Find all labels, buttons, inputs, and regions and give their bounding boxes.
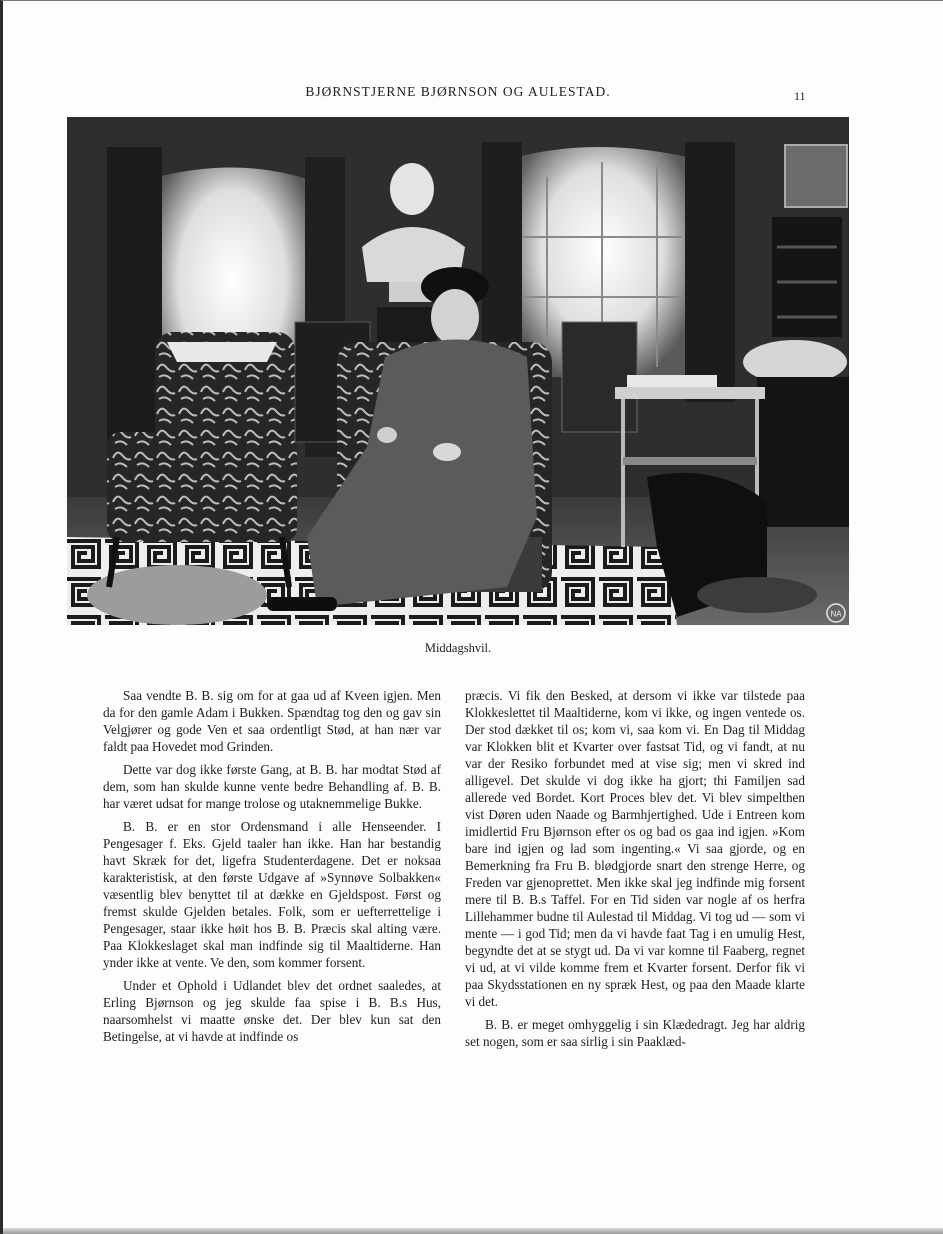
paragraph: præcis. Vi fik den Besked, at dersom vi ikke var tilstede paa Klokkeslettet til Maaltiderne, kom vi ikke, og ingen ventede os. Der stod dækket til os; kom vi, saa kom vi. En Dag til Middag var Klokken blit et Kvarter over fastsat Tid, og vi fandt, at nu var der Resiko forbundet med at vise sig; men vi skred ind alligevel. Det skulde vi dog ikke ha gjort; thi Familjen sad allerede ved Bordet. Kort Proces blev det. Vi blev simpelthen vist Døren uden Naade og Barmhjertighed. Ude i Entreen kom imidlertid Fru Bjørnson efter os og bad os gaa ind igjen. »Kom bare ind igjen og lad som ingenting.« Vi saa gjorde, og en Bemerkning fra Fru B. blødgjorde snart den strenge Herre, og Freden var gjenoprettet. Men ikke skal jeg indfinde mig forsent mere til B. B.s Taffel. For en Tid siden var nogle af os herfra Lillehammer budne til Aulestad til Middag. Vi tog ud — som vi mente — i god Tid; men da vi havde faat Tag i en umulig Hest, begyndte det at se stygt ud. Da vi var komne til Faaberg, regnet vi ud, at vi vilde komme frem et Kvarter forsent. Derfor fik vi paa Skydsstationen en ny spræk Hest, og paa den Maade klarte vi det. xyxy=(465,688,805,1009)
paragraph: B. B. er en stor Ordensmand i alle Henseender. I Pengesager f. Eks. Gjeld taaler han ikke. Han har bestandig havt Skræk for det, ligefra Studenterdagene. Det er noksaa karakteristisk, at den første Udgave af »Synnøve Solbakken« væsentlig blev benyttet til at dække en Gjeldspost. Først og fremst skulde Gjelden betales. Folk, som er uefterrettelige i Pengesager, staar ikke høit hos B. B. Præcis skal alting være. Paa Klokkeslaget skal man indfinde sig til Maaltiderne. Han ynder ikke at vente. Ve den, som kommer forsent. xyxy=(103,819,441,970)
page-edge-shadow xyxy=(3,1228,943,1234)
page-number: 11 xyxy=(794,89,806,103)
paragraph: B. B. er meget omhyggelig i sin Klædedragt. Jeg har aldrig set nogen, som er saa sirlig i sin Paaklæd- xyxy=(465,1017,805,1049)
photograph-illustration xyxy=(67,117,849,625)
text-column-right xyxy=(465,687,805,1056)
paragraph: Under et Ophold i Udlandet blev det ordnet saaledes, at Erling Bjørnson og jeg skulde faa spise i B. B.s Hus, naarsomhelst vi maatte ønske det. Der blev kun sat den Betingelse, at vi havde at indfinde os xyxy=(103,978,441,1044)
text-column-left xyxy=(103,687,441,1051)
photographer-monogram: NA xyxy=(830,609,842,619)
paragraph: Dette var dog ikke første Gang, at B. B. har modtat Stød af dem, som han skulde kunne vente bedre Behandling af. B. B. har været udsat for mange trolose og utaknemmelige Bukke. xyxy=(103,762,441,811)
running-title: BJØRNSTJERNE BJØRNSON OG AULESTAD. xyxy=(305,84,611,99)
photo-caption: Middagshvil. xyxy=(424,641,492,655)
photograph xyxy=(67,117,849,625)
paragraph: Saa vendte B. B. sig om for at gaa ud af Kveen igjen. Men da for den gamle Adam i Bukken. Spændtag tog den og gav sin Velgjører og gode Ven et saa ordentligt Stød, at han nær var faldt paa Hovedet mod Grinden. xyxy=(103,688,441,754)
